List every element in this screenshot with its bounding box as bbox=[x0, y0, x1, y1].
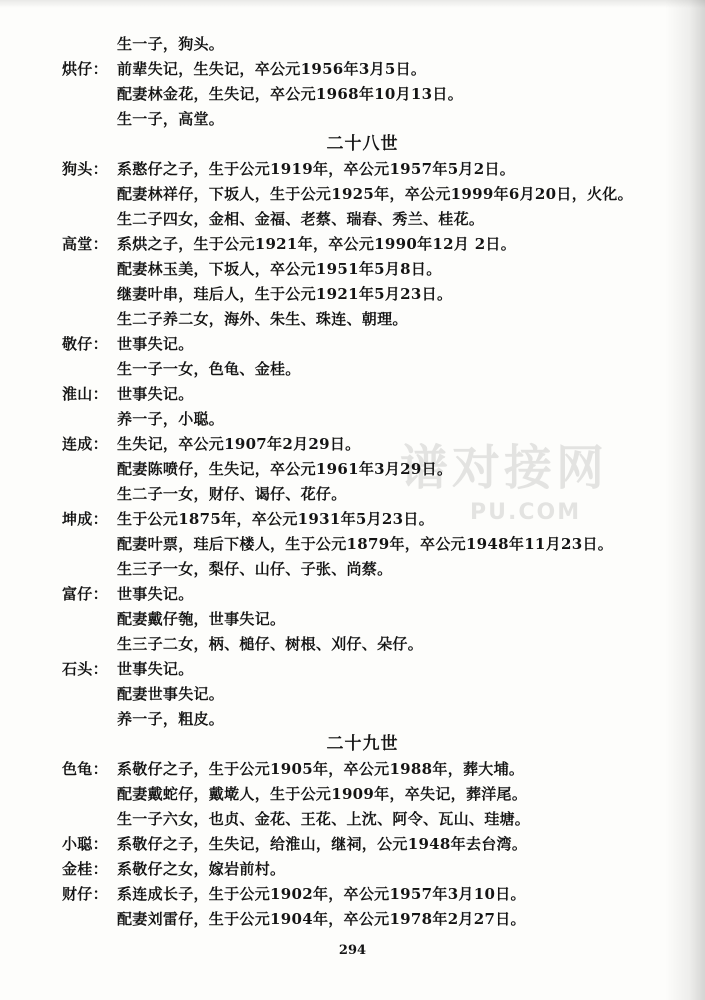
genealogy-entry-line bbox=[0, 282, 705, 307]
entry-text: 生二子养二女，海外、朱生、珠连、朝理。 bbox=[117, 310, 408, 328]
genealogy-entry-line bbox=[0, 707, 705, 732]
entry-text: 生失记，卒公元1907年2月29日。 bbox=[117, 435, 361, 453]
genealogy-entry-line bbox=[0, 432, 705, 457]
genealogy-entry-line bbox=[0, 157, 705, 182]
genealogy-entry-line bbox=[0, 657, 705, 682]
entry-text: 世事失记。 bbox=[117, 585, 194, 603]
entry-text: 养一子，粗皮。 bbox=[117, 710, 225, 728]
page-number: 294 bbox=[338, 943, 367, 958]
entry-text: 系敬仔之女，嫁岩前村。 bbox=[117, 860, 286, 878]
entry-text: 前辈失记，生失记，卒公元1956年3月5日。 bbox=[117, 60, 427, 78]
generation-heading-text: 二十九世 bbox=[326, 734, 399, 754]
entry-text: 配妻戴仔匏，世事失记。 bbox=[117, 610, 286, 628]
genealogy-entry-line bbox=[0, 407, 705, 432]
entry-text: 配妻世事失记。 bbox=[117, 685, 225, 703]
watermark-english: PU.COM bbox=[470, 500, 582, 525]
genealogy-entry-line bbox=[0, 582, 705, 607]
person-name: 狗头： bbox=[62, 160, 108, 178]
genealogy-entry-line bbox=[0, 557, 705, 582]
entry-text: 生一子，高堂。 bbox=[117, 110, 225, 128]
genealogy-entry-line bbox=[0, 482, 705, 507]
genealogy-entry-line bbox=[0, 507, 705, 532]
person-name: 坤成： bbox=[62, 510, 108, 528]
entry-text: 继妻叶串，珪后人，生于公元1921年5月23日。 bbox=[117, 285, 453, 303]
entry-text: 生二子一女，财仔、谒仔、花仔。 bbox=[117, 485, 347, 503]
entry-text: 系连成长子，生于公元1902年，卒公元1957年3月10日。 bbox=[117, 885, 526, 903]
person-name: 连成： bbox=[62, 435, 108, 453]
person-name: 色龟： bbox=[62, 760, 108, 778]
genealogy-entry-line bbox=[0, 107, 705, 132]
entry-text: 配妻林金花，生失记，卒公元1968年10月13日。 bbox=[117, 85, 463, 103]
genealogy-entry-line bbox=[0, 907, 705, 932]
entry-text: 系敬仔之子，生失记，给淮山，继祠，公元1948年去台湾。 bbox=[117, 835, 528, 853]
entry-text: 生一子六女，也贞、金花、王花、上沈、阿令、瓦山、珪塘。 bbox=[117, 810, 531, 828]
entry-text: 配妻林玉美，下坂人，卒公元1951年5月8日。 bbox=[117, 260, 442, 278]
entry-text: 世事失记。 bbox=[117, 335, 194, 353]
entry-text: 生一子，狗头。 bbox=[117, 35, 225, 53]
entry-text: 配妻戴蛇仔，戴墘人，生于公元1909年，卒失记，葬洋尾。 bbox=[117, 785, 528, 803]
entry-text: 系敬仔之子，生于公元1905年，卒公元1988年，葬大埔。 bbox=[117, 760, 525, 778]
genealogy-entry-line bbox=[0, 307, 705, 332]
genealogy-entry-line bbox=[0, 532, 705, 557]
genealogy-entry-line bbox=[0, 457, 705, 482]
genealogy-entry-line bbox=[0, 82, 705, 107]
entry-text: 养一子，小聪。 bbox=[117, 410, 225, 428]
genealogy-entry-line bbox=[0, 207, 705, 232]
entry-text: 生三子一女，梨仔、山仔、子张、尚蔡。 bbox=[117, 560, 393, 578]
person-name: 富仔： bbox=[62, 585, 108, 603]
person-name: 高堂： bbox=[62, 235, 108, 253]
generation-heading bbox=[0, 732, 705, 757]
genealogy-entry-line bbox=[0, 832, 705, 857]
generation-heading-text: 二十八世 bbox=[326, 134, 399, 154]
entry-text: 配妻叶票，珪后下楼人，生于公元1879年，卒公元1948年11月23日。 bbox=[117, 535, 614, 553]
person-name: 淮山： bbox=[62, 385, 108, 403]
genealogy-entry-line bbox=[0, 357, 705, 382]
generation-heading bbox=[0, 132, 705, 157]
entry-text: 系烘之子，生于公元1921年，卒公元1990年12月 2日。 bbox=[117, 235, 517, 253]
genealogy-entry-line bbox=[0, 682, 705, 707]
person-name: 财仔： bbox=[62, 885, 108, 903]
genealogy-entry-line bbox=[0, 782, 705, 807]
genealogy-entry-line bbox=[0, 57, 705, 82]
genealogy-entry-line bbox=[0, 632, 705, 657]
entry-text: 生于公元1875年，卒公元1931年5月23日。 bbox=[117, 510, 435, 528]
genealogy-entry-line bbox=[0, 232, 705, 257]
person-name: 敬仔： bbox=[62, 335, 108, 353]
genealogy-entry-line bbox=[0, 182, 705, 207]
text-lines bbox=[0, 32, 705, 932]
entry-text: 配妻陈喷仔，生失记，卒公元1961年3月29日。 bbox=[117, 460, 453, 478]
entry-text: 世事失记。 bbox=[117, 660, 194, 678]
entry-text: 生一子一女，色龟、金桂。 bbox=[117, 360, 301, 378]
genealogy-entry-line bbox=[0, 32, 705, 57]
person-name: 金桂： bbox=[62, 860, 108, 878]
person-name: 小聪： bbox=[62, 835, 108, 853]
person-name: 烘仔： bbox=[62, 60, 108, 78]
entry-text: 生二子四女，金相、金福、老蔡、瑞春、秀兰、桂花。 bbox=[117, 210, 485, 228]
entry-text: 配妻刘雷仔，生于公元1904年，卒公元1978年2月27日。 bbox=[117, 910, 526, 928]
entry-text: 系憨仔之子，生于公元1919年，卒公元1957年5月2日。 bbox=[117, 160, 516, 178]
genealogy-entry-line bbox=[0, 257, 705, 282]
entry-text: 世事失记。 bbox=[117, 385, 194, 403]
genealogy-entry-line bbox=[0, 807, 705, 832]
genealogy-entry-line bbox=[0, 857, 705, 882]
person-name: 石头： bbox=[62, 660, 108, 678]
genealogy-entry-line bbox=[0, 882, 705, 907]
genealogy-entry-line bbox=[0, 382, 705, 407]
entry-text: 配妻林祥仔，下坂人，生于公元1925年，卒公元1999年6月20日，火化。 bbox=[117, 185, 633, 203]
genealogy-entry-line bbox=[0, 332, 705, 357]
genealogy-entry-line bbox=[0, 607, 705, 632]
genealogy-entry-line bbox=[0, 757, 705, 782]
scan-shadow-top bbox=[0, 0, 705, 8]
entry-text: 生三子二女，柄、槌仔、树根、刈仔、朵仔。 bbox=[117, 635, 424, 653]
watermark-chinese: 谱对接网 bbox=[400, 440, 609, 496]
